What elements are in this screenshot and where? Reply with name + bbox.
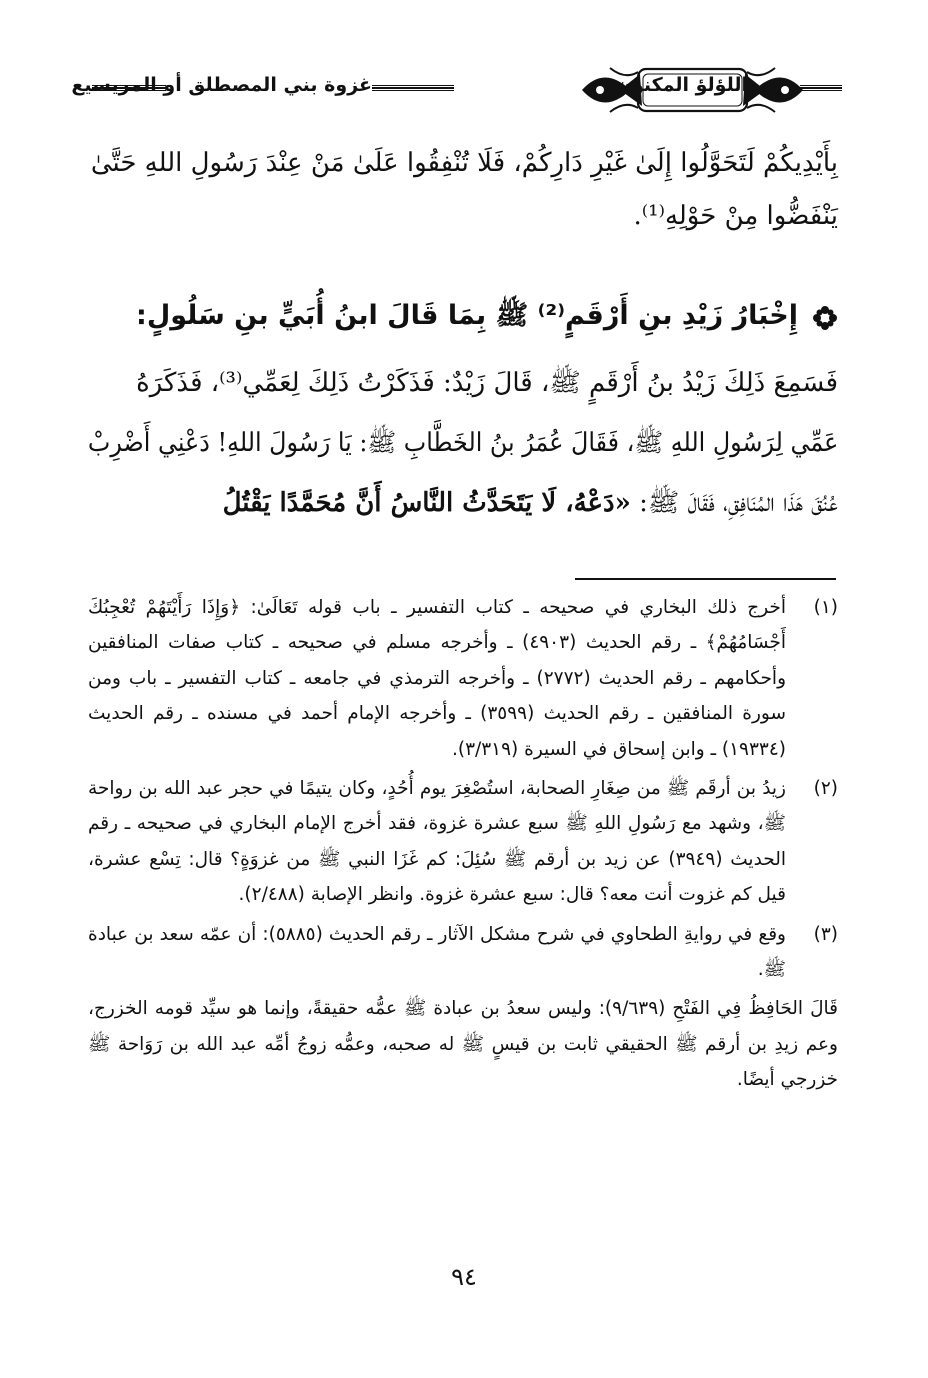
paragraph-line-2: عَمِّي لِرَسُولِ اللهِ ﷺ، فَقَالَ عُمَرُ بنُ الخَطَّابِ ﷺ: يَا رَسُولَ اللهِ! دَعْنِي أَضْرِبْ [87, 428, 838, 458]
footnotes [88, 590, 838, 1098]
footnote-continuation: قَالَ الحَافِظُ فِي الفَتْحِ (٩/٦٣٩): وليس سعدُ بن عبادة ﷺ عمُّه حقيقةً، وإنما هو سيِّد قومه الخزرج، وعم زيدِ بن أرقم ﷺ الحقيقي ثابت بن قيسٍ ﷺ له صحبه، وعمُّه زوجُ أمِّه عبد الله بن رَوَاحة ﷺ خزرجي أيضًا. [88, 998, 838, 1091]
footnote-2 [88, 771, 838, 913]
text-line-1: بِأَيْدِيكُمْ لَتَحَوَّلُوا إِلَىٰ غَيْرِ دَارِكُمْ، فَلَا تُنْفِقُوا عَلَىٰ مَنْ عِنْدَ رَسُولِ اللهِ حَتَّىٰ [90, 148, 838, 178]
heading-text: إِخْبَارُ زَيْدِ بنِ أَرْقَمٍ⁽²⁾ ﷺ بِمَا قَالَ ابنُ أُبَيٍّ بنِ سَلُولٍ: [136, 300, 798, 331]
footnote-1 [88, 590, 838, 767]
paragraph-line-3-start: عُنُقَ هَذَا المُنَافِقِ، فَقَالَ ﷺ: [630, 488, 838, 518]
footnote-text: أخرج ذلك البخاري في صحيحه ـ كتاب التفسير ـ باب قوله تَعَالَىٰ: ﴿وَإِذَا رَأَيْتَهُمْ تُعْجِبُكَ أَجْسَامُهُمْ﴾ ـ رقم الحديث (٤٩٠٣) ـ وأخرجه مسلم في صحيحه ـ كتاب صفات المنافقين وأحكامهم ـ رقم الحديث (٢٧٧٢) ـ وأخرجه الترمذي في جامعه ـ كتاب التفسير ـ باب ومن سورة المنافقين ـ رقم الحديث (٣٥٩٩) ـ وأخرجه الإمام أحمد في مسنده ـ رقم الحديث (١٩٣٣٤) ـ وابن إسحاق في السيرة (٣/٣١٩). [88, 597, 787, 760]
text-line-2: يَنْفَضُّوا مِنْ حَوْلِهِ⁽¹⁾. [633, 201, 838, 231]
paragraph-line-3 [223, 486, 838, 524]
footnote-text: وقع في روايةِ الطحاوي في شرح مشكل الآثار ـ رقم الحديث (٥٨٨٥): أن عمّه سعد بن عبادة ﷺ. [88, 923, 786, 981]
paragraph-line-1: فَسَمِعَ ذَلِكَ زَيْدُ بنُ أَرْقَمٍ ﷺ، قَالَ زَيْدٌ: فَذَكَرْتُ ذَلِكَ لِعَمِّي⁽³⁾، فَذَكَرَهُ [136, 368, 838, 398]
header-rule-right [800, 85, 842, 91]
page-number: ٩٤ [451, 1263, 477, 1291]
footnote-text: زيدُ بن أرقَم ﷺ من صِغَارِ الصحابة، استُصْغِرَ يوم أُحُدٍ، وكان يتيمًا في حجر عبد الله بن رواحة ﷺ، وشهد مع رَسُولِ اللهِ ﷺ سبع عشرة غزوة، فقد أخرج الإمام البخاري في صحيحه ـ رقم الحديث (٣٩٤٩) عن زيد بن أرقم ﷺ سُئِلَ: كم غَزَا النبي ﷺ من غزوَةٍ؟ قال: تِسْع عشرة، قيل كم غزوت أنت معه؟ قال: سبع عشرة غزوة. وانظر الإصابة (٢/٤٨٨). [88, 778, 787, 906]
footnote-number: (٢) [813, 778, 838, 800]
book-title: اللؤلؤ المكنون [615, 74, 748, 96]
section-heading [88, 298, 838, 338]
running-header [71, 58, 842, 122]
chapter-title: غزوة بني المصطلق أو المريسيع [71, 74, 372, 96]
footnote-separator [575, 578, 836, 580]
prophet-quote: «دَعْهُ، لَا يَتَحَدَّثُ النَّاسُ أَنَّ مُحَمَّدًا يَقْتُلُ [222, 488, 631, 518]
header-rule-middle [372, 85, 454, 91]
footnote-number: (٣) [813, 923, 838, 945]
flower-ornament-icon [812, 305, 838, 331]
footnote-3 [88, 917, 838, 988]
footnote-number: (١) [813, 597, 838, 618]
